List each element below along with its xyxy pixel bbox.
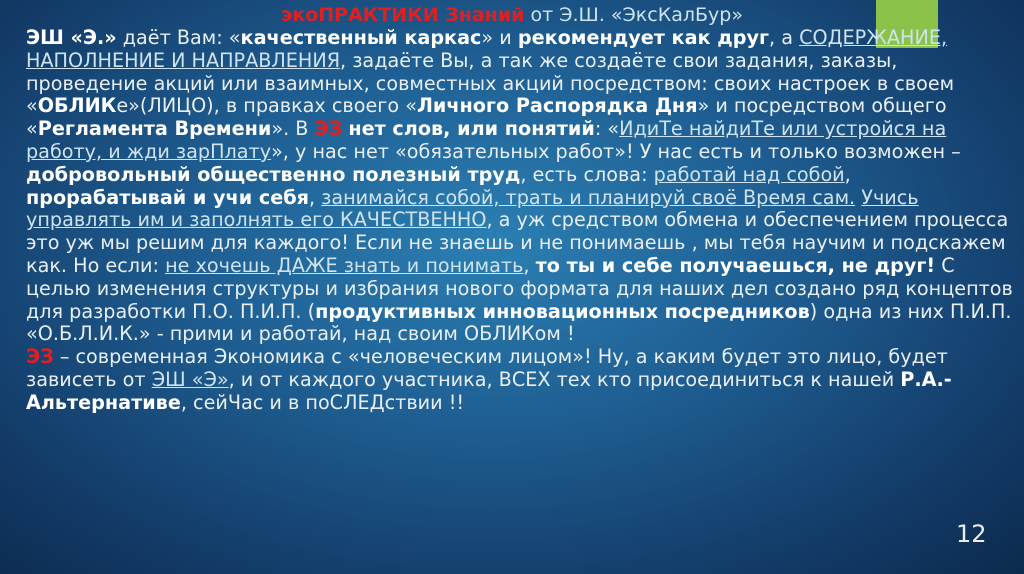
text-run: , и от каждого участника, ВСЕХ тех кто присоединиться к нашей <box>228 367 901 391</box>
text-run: : « <box>594 117 620 141</box>
text-run: , <box>308 185 322 209</box>
text-run: , <box>523 253 536 277</box>
text-run: » и <box>481 26 518 49</box>
title-author: от Э.Ш. «ЭксКалБур» <box>524 4 743 26</box>
text-run: даёт Вам: « <box>116 26 241 49</box>
text-bold: то ты и себе получаешься, не друг! <box>535 253 936 277</box>
text-bold: нет слов, или понятий <box>348 117 595 141</box>
text-red: ЭЗ <box>314 117 343 141</box>
text-bold: качественный каркас <box>240 26 482 49</box>
text-underlined: СОДЕРЖАНИЕ, НАПОЛНЕНИЕ И НАПРАВЛЕНИЯ <box>26 26 948 72</box>
text-bold: добровольный общественно полезный труд <box>26 162 521 186</box>
text-underlined: ИдиТе найдиТе или устройся на работу, и жди зарПлату <box>26 117 947 163</box>
text-run: ». В <box>271 117 315 141</box>
text-bold: Р.А.- Альтернативе <box>26 367 952 414</box>
text-red: ЭЗ <box>26 345 54 369</box>
text-run: , а уж средством обмена и обеспечением процесса это уж мы решим для каждого! Если не знаешь и не понимаешь , мы тебя научим и подскажем как. Но если: <box>26 208 1009 277</box>
text-underlined: ЭШ «Э» <box>151 367 229 391</box>
text-underlined: работай над собой <box>653 162 845 186</box>
text-run: ) одна из них П.И.П. «О.Б.Л.И.К.» - прими и работай, над своим ОБЛИКом ! <box>26 299 1012 346</box>
text-bold: Личного Распорядка Дня <box>416 94 698 118</box>
text-bold: Регламента Времени <box>37 117 272 141</box>
paragraph-main <box>26 27 1016 346</box>
text-underlined: Учись управлять им и заполнять его КАЧЕСТВЕННО <box>26 185 919 232</box>
text-underlined: не хочешь ДАЖЕ знать и понимать <box>165 253 524 277</box>
text-run: », у нас нет «обязательных работ»! У нас есть и только возможен – <box>271 139 961 163</box>
text-bold: ОБЛИК <box>37 94 117 118</box>
page-number: 12 <box>956 520 987 548</box>
text-bold: продуктивных инновационных посредников <box>315 299 810 323</box>
title-highlight: экоПРАКТИКИ Знаний <box>281 4 525 26</box>
text-bold: прорабатывай и учи себя <box>26 185 309 209</box>
text-run: – современная Экономика с «человеческим лицом»! Ну, а каким будет это лицо, будет зависеть от <box>26 345 948 391</box>
text-run: , задаёте Вы, а так же создаёте свои задания, заказы, проведение акций или взаимных, совместных акций посредством: своих настроек в своем « <box>26 48 955 118</box>
text-run: » и посредством общего « <box>26 94 947 141</box>
text-run: е»(ЛИЦО), в правках своего « <box>116 94 417 118</box>
text-run: , есть слова: <box>520 162 654 186</box>
text-run: , а <box>769 26 800 49</box>
paragraph-conclusion <box>26 346 1016 414</box>
text-underlined: занимайся собой, трать и планируй своё Время сам. <box>321 185 856 209</box>
body-text <box>26 27 1016 415</box>
text-run: С целью изменения структуры и избрания нового формата для наших дел создано ряд концептов для разработки П.О. П.И.П. ( <box>26 253 1013 323</box>
text-bold: ЭШ «Э.» <box>26 26 117 49</box>
text-run: , <box>844 162 851 186</box>
text-run: , сейЧас и в поСЛЕДствии !! <box>180 390 465 414</box>
text-bold: рекомендует как друг <box>517 26 769 49</box>
